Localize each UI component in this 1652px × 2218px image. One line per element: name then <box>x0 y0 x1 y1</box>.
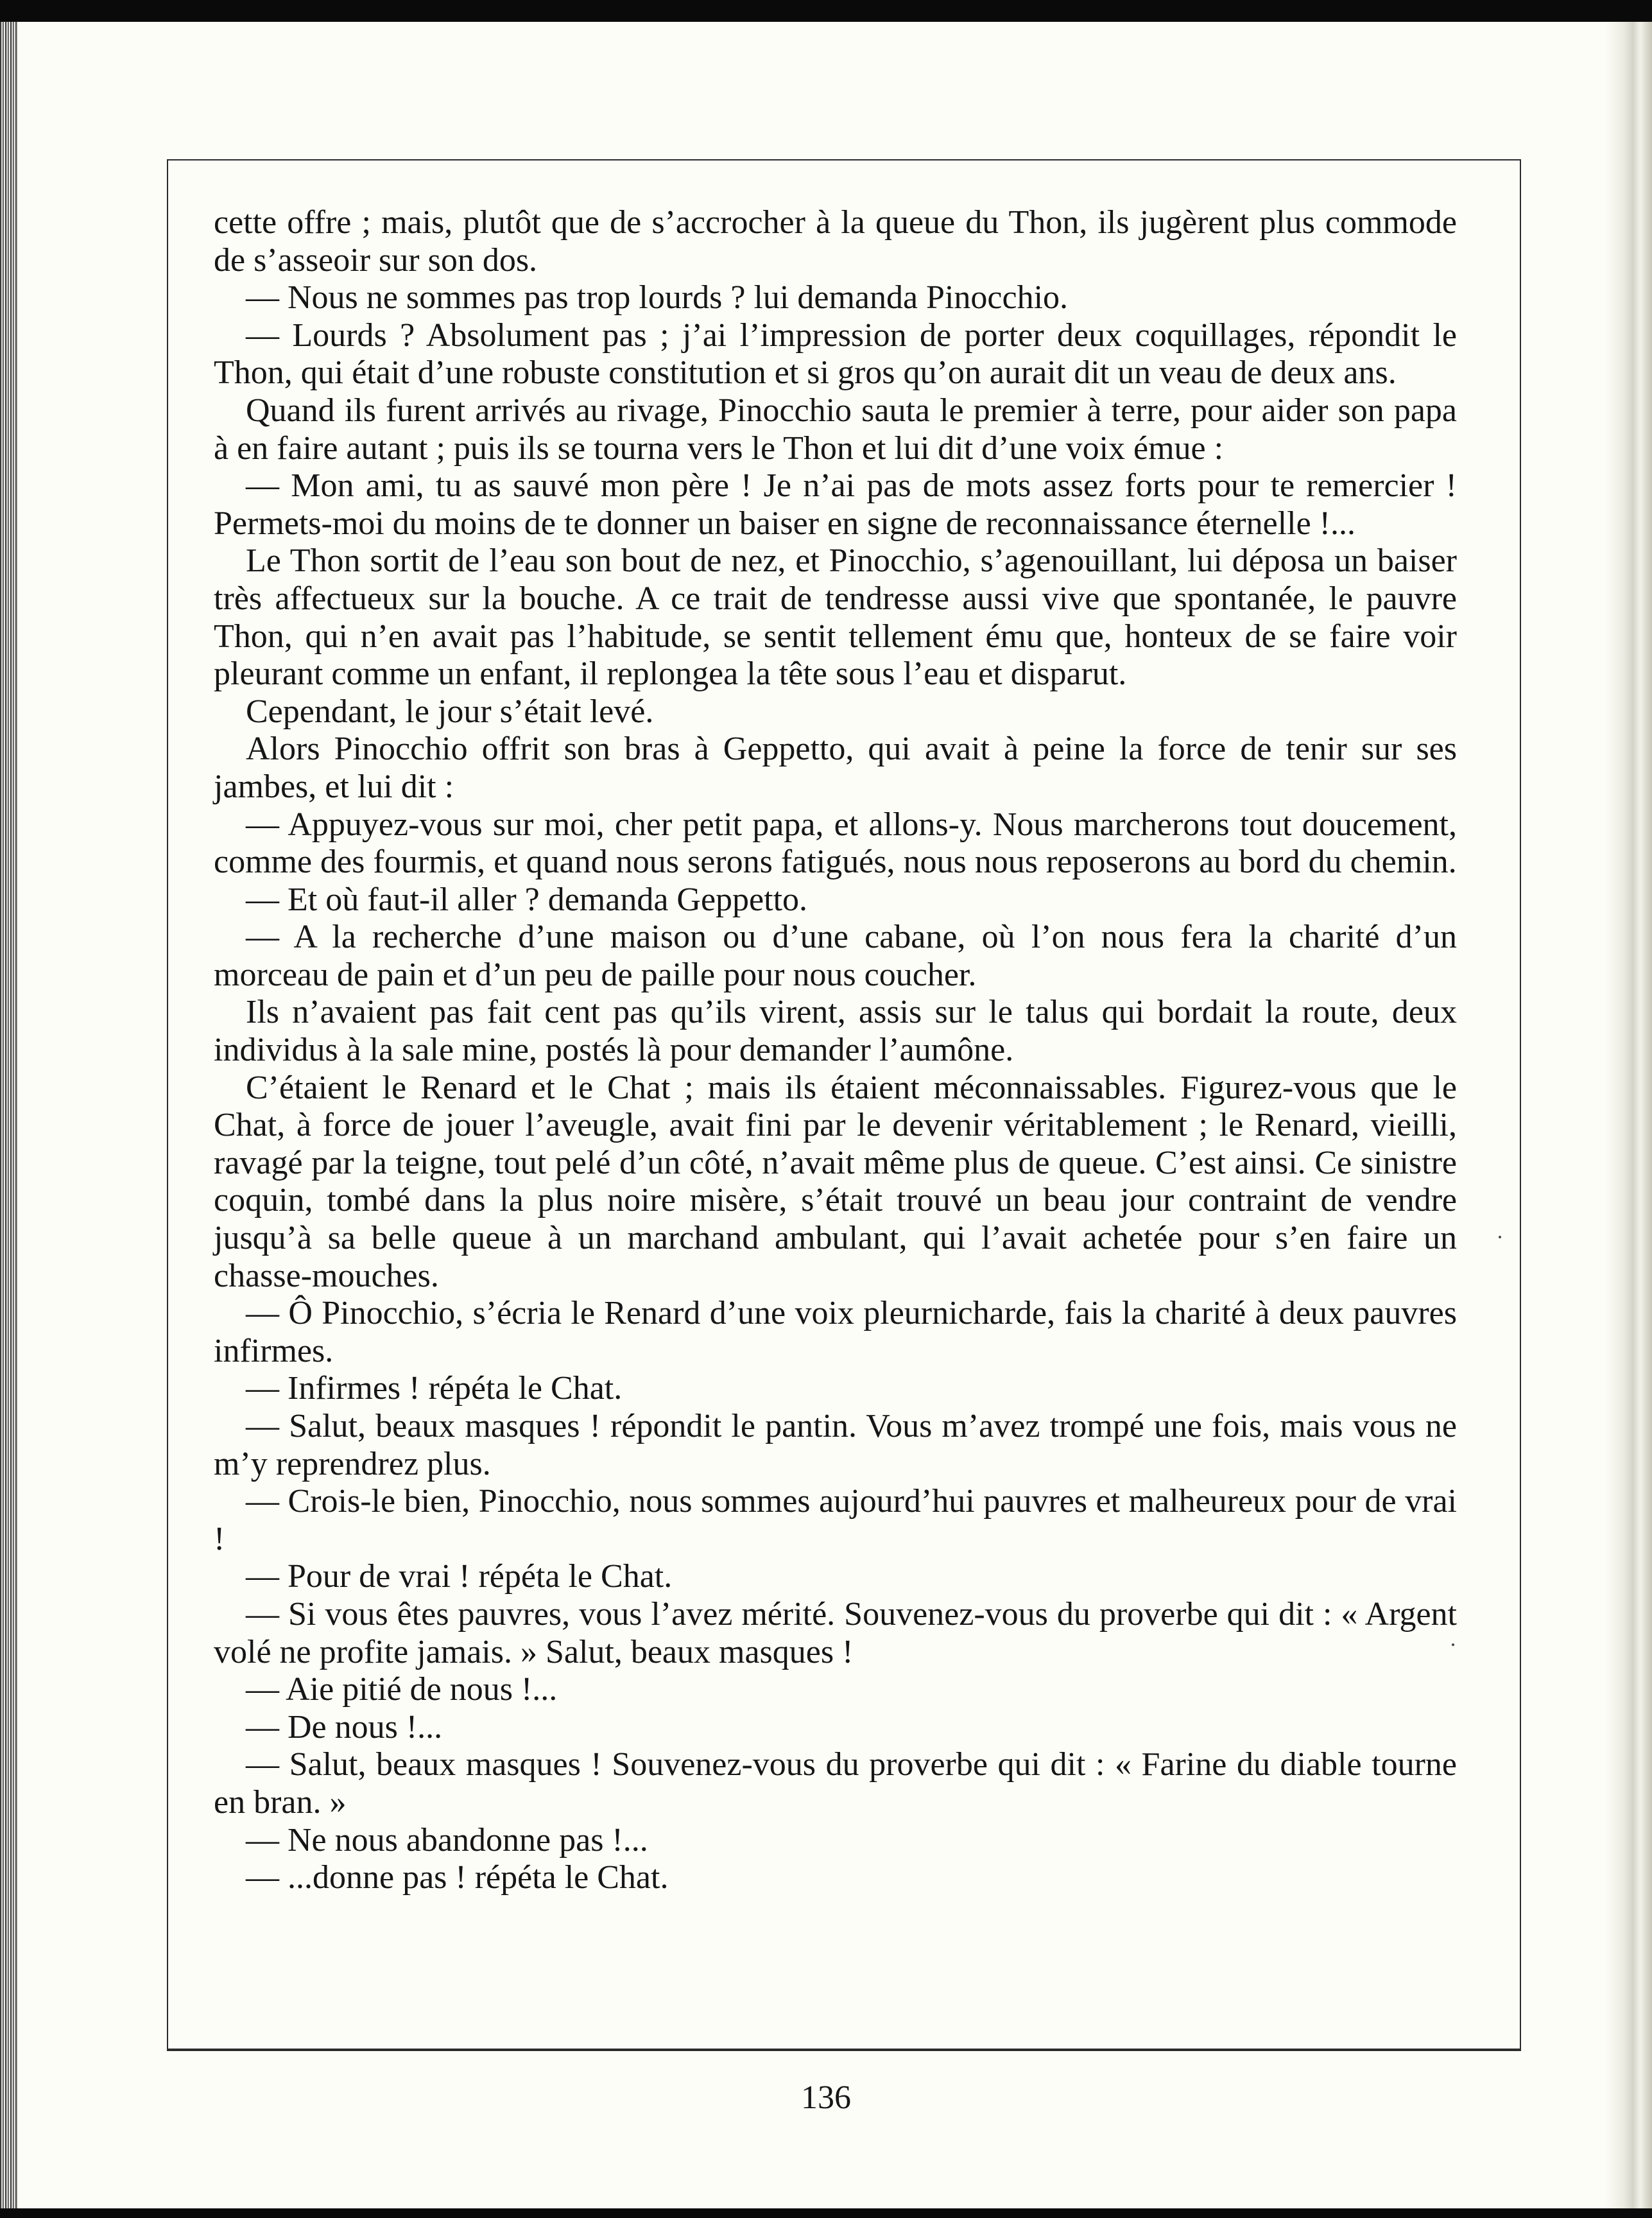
paragraph: Alors Pinocchio offrit son bras à Geppetto, qui avait à peine la force de tenir sur ses jambes, et lui dit : <box>214 731 1457 805</box>
scan-bottom-border <box>0 2208 1652 2218</box>
paragraph: — Ne nous abandonne pas !... <box>246 1821 648 1858</box>
body-text <box>214 204 1457 1897</box>
paragraph: — A la recherche d’une maison ou d’une cabane, où l’on nous fera la charité d’un morceau de pain et d’un peu de paille pour nous coucher. <box>214 919 1457 993</box>
binding-gutter-shadow <box>1605 22 1652 2208</box>
paragraph: — Nous ne sommes pas trop lourds ? lui demanda Pinocchio. <box>246 279 1069 316</box>
paragraph: — Pour de vrai ! répéta le Chat. <box>246 1558 673 1595</box>
paragraph: Le Thon sortit de l’eau son bout de nez, et Pinocchio, s’agenouillant, lui déposa un baiser très affectueux sur la bouche. A ce trait de tendresse aussi vive que spontanée, le pauvre Thon, qui n’en avait pas l’habitude, se sentit tellement ému que, honteux de se faire voir pleurant comme un enfant, il replongea la tête sous l’eau et disparut. <box>214 542 1457 693</box>
page-edge-stack <box>0 22 18 2208</box>
paragraph: Ils n’avaient pas fait cent pas qu’ils virent, assis sur le talus qui bordait la route, deux individus à la sale mine, postés là pour demander l’aumône. <box>214 994 1457 1069</box>
paragraph: — Appuyez-vous sur moi, cher petit papa, et allons-y. Nous marcherons tout doucement, comme des fourmis, et quand nous serons fatigués, nous nous reposerons au bord du chemin. <box>214 806 1457 881</box>
scan-top-border <box>0 0 1652 22</box>
paragraph: C’étaient le Renard et le Chat ; mais ils étaient méconnaissables. Figurez-vous que le Chat, à force de jouer l’aveugle, avait fini par le devenir véritablement ; le Renard, vieilli, ravagé par la teigne, tout pelé d’un côté, n’avait même plus de queue. C’est ainsi. Ce sinistre coquin, tombé dans la plus noire misère, s’était trouvé un beau jour contraint de vendre jusqu’à sa belle queue à un marchand ambulant, qui l’avait achetée pour s’en faire un chasse-mouches. <box>214 1069 1457 1294</box>
paragraph: — Si vous êtes pauvres, vous l’avez mérité. Souvenez-vous du proverbe qui dit : « Argent volé ne profite jamais. » Salut, beaux masques ! <box>214 1595 1457 1670</box>
paragraph: Cependant, le jour s’était levé. <box>246 693 654 730</box>
paragraph: — Salut, beaux masques ! Souvenez-vous du proverbe qui dit : « Farine du diable tourne en bran. » <box>214 1746 1457 1821</box>
paragraph: cette offre ; mais, plutôt que de s’accrocher à la queue du Thon, ils jugèrent plus commode de s’asseoir sur son dos. <box>214 204 1457 279</box>
paragraph: — Mon ami, tu as sauvé mon père ! Je n’ai pas de mots assez forts pour te remercier ! Permets-moi du moins de te donner un baiser en signe de reconnaissance éternelle !... <box>214 467 1457 542</box>
paragraph: — Lourds ? Absolument pas ; j’ai l’impression de porter deux coquillages, répondit le Thon, qui était d’une robuste constitution et si gros qu’on aurait dit un veau de deux ans. <box>214 316 1457 392</box>
paragraph: — Aie pitié de nous !... <box>246 1671 558 1708</box>
page-number: 136 <box>801 2079 851 2116</box>
paragraph: — Crois-le bien, Pinocchio, nous sommes aujourd’hui pauvres et malheureux pour de vrai ! <box>214 1483 1457 1557</box>
paragraph: — Infirmes ! répéta le Chat. <box>246 1370 623 1407</box>
paragraph: — Et où faut-il aller ? demanda Geppetto. <box>246 881 808 918</box>
scan-speck <box>1499 1236 1501 1238</box>
scan-speck <box>1452 1643 1454 1646</box>
paragraph: — De nous !... <box>246 1708 443 1746</box>
paragraph: — Salut, beaux masques ! répondit le pantin. Vous m’avez trompé une fois, mais vous ne m’y reprendrez plus. <box>214 1408 1457 1482</box>
paragraph: Quand ils furent arrivés au rivage, Pinocchio sauta le premier à terre, pour aider son papa à en faire autant ; puis ils se tourna vers le Thon et lui dit d’une voix émue : <box>214 392 1457 467</box>
paragraph: — ...donne pas ! répéta le Chat. <box>246 1859 669 1896</box>
paragraph: — Ô Pinocchio, s’écria le Renard d’une voix pleurnicharde, fais la charité à deux pauvres infirmes. <box>214 1295 1457 1369</box>
